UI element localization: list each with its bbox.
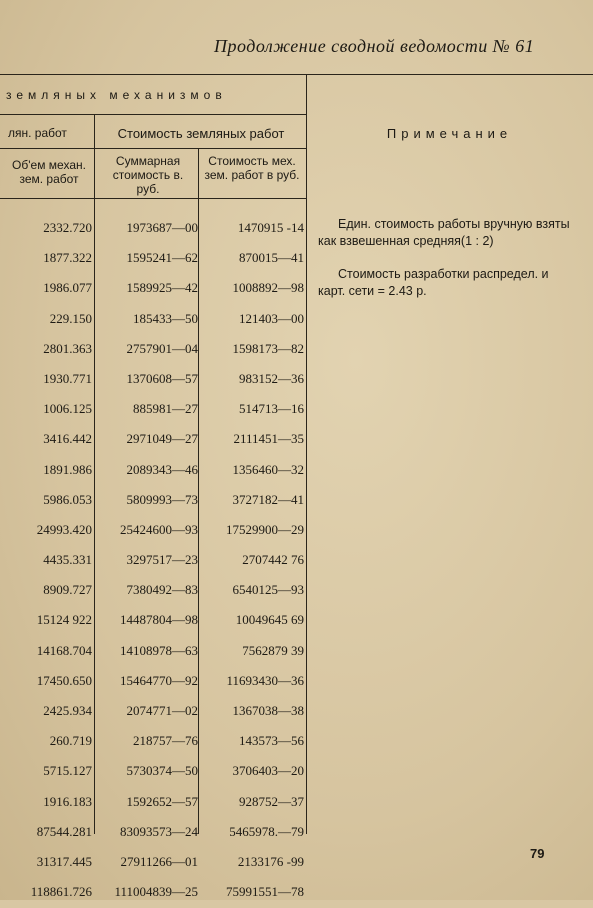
table-row <box>0 757 306 787</box>
volume-cell: 1916.183 <box>43 793 92 809</box>
total-cost-cell: 1973687—00 <box>126 220 198 235</box>
volume-cell: 8909.727 <box>43 582 92 598</box>
total-cost-cell: 14487804—98 <box>120 612 198 628</box>
table-row <box>0 848 306 878</box>
volume-cell: 229.150 <box>49 310 92 326</box>
table-row <box>0 274 306 304</box>
total-cost-cell: 111004839—25 <box>114 884 198 900</box>
mech-cost-cell: 1356460—32 <box>232 461 304 477</box>
total-cost-cell: 83093573—24 <box>120 823 198 839</box>
total-cost-cell: 2971049—27 <box>126 431 198 447</box>
note-unit-cost: Един. стоимость работы вручную взяты как взвешенная средняя(1 : 2) <box>318 217 570 248</box>
mech-cost-cell: 143573—56 <box>239 733 304 749</box>
volume-cell: 31317.445 <box>36 853 92 869</box>
table-row <box>0 727 306 757</box>
table-row <box>0 606 306 636</box>
data-table <box>0 214 306 908</box>
mech-cost-cell: 3706403—20 <box>232 763 304 779</box>
mech-cost-cell: 1367038—38 <box>232 703 304 718</box>
total-cost-cell: 218757—76 <box>133 733 198 749</box>
mech-cost-cell: 1470915 -14 <box>237 220 304 235</box>
total-cost-cell: 1595241—62 <box>126 250 198 266</box>
mech-cost-cell: 17529900—29 <box>226 521 304 537</box>
mech-cost-cell: 928752—37 <box>239 793 304 809</box>
table-row <box>0 878 306 908</box>
header-cost-group: Стоимость земляных работ <box>117 126 285 141</box>
mech-cost-cell: 983152—36 <box>239 370 304 386</box>
group-rule <box>0 114 306 115</box>
volume-cell: 2425.934 <box>43 703 92 718</box>
table-row <box>0 818 306 848</box>
volume-cell: 1986.077 <box>43 280 92 296</box>
header-col-mech-cost: Стоимость мех. зем. работ в руб. <box>204 154 300 182</box>
total-cost-cell: 2074771—02 <box>126 703 198 718</box>
table-row <box>0 697 306 727</box>
total-cost-cell: 1592652—57 <box>126 793 198 809</box>
volume-cell: 2332.720 <box>43 220 92 235</box>
table-row <box>0 546 306 576</box>
table-row <box>0 516 306 546</box>
total-cost-cell: 7380492—83 <box>126 582 198 598</box>
total-cost-cell: 25424600—93 <box>120 521 198 537</box>
volume-cell: 24993.420 <box>36 521 92 537</box>
total-cost-cell: 885981—27 <box>133 401 198 417</box>
volume-cell: 260.719 <box>49 733 92 749</box>
total-cost-cell: 5730374—50 <box>126 763 198 779</box>
column-divider-3 <box>306 74 307 834</box>
volume-cell: 1877.322 <box>43 250 92 266</box>
top-rule <box>0 74 593 75</box>
volume-cell: 14168.704 <box>36 642 92 658</box>
mech-cost-cell: 10049645 69 <box>235 612 304 628</box>
page-title: Продолжение сводной ведомости № 61 <box>214 36 535 56</box>
mech-cost-cell: 1598173—82 <box>232 340 304 356</box>
page-number: 79 <box>530 846 545 861</box>
total-cost-cell: 27911266—01 <box>120 853 198 869</box>
header-group-title: земляных механизмов <box>6 88 227 102</box>
note-network-cost: Стоимость разработки распредел. и карт. сети = 2.43 р. <box>318 267 549 298</box>
volume-cell: 4435.331 <box>43 552 92 568</box>
volume-cell: 5986.053 <box>43 491 92 507</box>
table-row <box>0 395 306 425</box>
mech-cost-cell: 11693430—36 <box>226 672 304 688</box>
total-cost-cell: 3297517—23 <box>126 552 198 568</box>
mech-cost-cell: 75991551—78 <box>226 884 304 900</box>
mech-cost-cell: 2133176 -99 <box>237 853 304 869</box>
volume-cell: 1930.771 <box>43 370 92 386</box>
table-row <box>0 637 306 667</box>
table-row <box>0 576 306 606</box>
total-cost-cell: 15464770—92 <box>120 672 198 688</box>
mech-cost-cell: 2707442 76 <box>242 552 304 568</box>
mech-cost-cell: 1008892—98 <box>232 280 304 296</box>
mech-cost-cell: 6540125—93 <box>232 582 304 598</box>
volume-cell: 2801.363 <box>43 340 92 356</box>
total-cost-cell: 14108978—63 <box>120 642 198 658</box>
total-cost-cell: 1370608—57 <box>126 370 198 386</box>
volume-cell: 1006.125 <box>43 401 92 417</box>
table-row <box>0 305 306 335</box>
header-note-title: Примечание <box>386 126 513 141</box>
total-cost-cell: 1589925—42 <box>126 280 198 296</box>
table-row <box>0 244 306 274</box>
header-left-col-top: лян. работ <box>8 126 67 140</box>
mech-cost-cell: 3727182—41 <box>232 491 304 507</box>
table-row <box>0 425 306 455</box>
mech-cost-cell: 514713—16 <box>239 401 304 417</box>
mech-cost-cell: 121403—00 <box>239 310 304 326</box>
mech-cost-cell: 7562879 39 <box>242 642 304 658</box>
header-bottom-rule <box>0 198 306 199</box>
total-cost-cell: 2757901—04 <box>126 340 198 356</box>
table-row <box>0 486 306 516</box>
volume-cell: 15124 922 <box>36 612 92 628</box>
volume-cell: 87544.281 <box>36 823 92 839</box>
mech-cost-cell: 5465978.—79 <box>229 823 304 839</box>
table-row <box>0 788 306 818</box>
volume-cell: 1891.986 <box>43 461 92 477</box>
mech-cost-cell: 2111451—35 <box>233 431 304 447</box>
header-col-volume: Об'ем механ. зем. работ <box>12 158 86 186</box>
header-col-total-cost: Суммарная стоимость в. руб. <box>112 154 184 196</box>
total-cost-cell: 185433—50 <box>133 310 198 326</box>
table-row <box>0 214 306 244</box>
total-cost-cell: 2089343—46 <box>126 461 198 477</box>
volume-cell: 17450.650 <box>36 672 92 688</box>
table-row <box>0 456 306 486</box>
table-row <box>0 667 306 697</box>
table-row <box>0 335 306 365</box>
total-cost-cell: 5809993—73 <box>126 491 198 507</box>
mech-cost-cell: 870015—41 <box>239 250 304 266</box>
subheader-rule <box>0 148 306 149</box>
volume-cell: 3416.442 <box>43 431 92 447</box>
volume-cell: 5715.127 <box>43 763 92 779</box>
table-row <box>0 365 306 395</box>
volume-cell: 118861.726 <box>30 884 92 900</box>
